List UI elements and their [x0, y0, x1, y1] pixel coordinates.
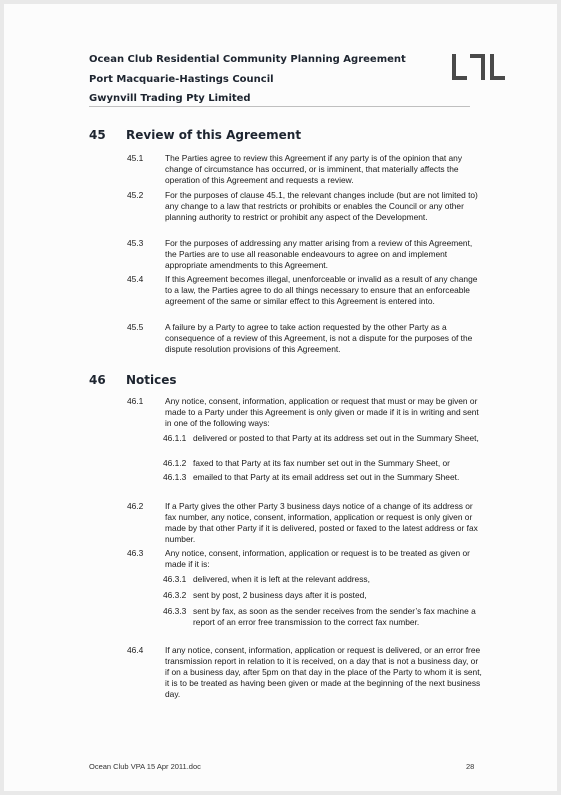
- clause-46-1-3: [163, 472, 483, 483]
- clause-text: Any notice, consent, information, application or request that must or may be given or made to a Party under this Agreement is only given or made if it is in writing and sent in one of the following ways:: [165, 396, 479, 429]
- clause-text: If any notice, consent, information, application or request is delivered, or an error free transmission report in relation to it is received, on a day that is not a business day, or if on a business day, after 5pm on that day in the place of the Party to whom it is sent, it is to be treated as having been given or made at the beginning of the next business day.: [165, 645, 482, 700]
- clause-text: emailed to that Party at its email address set out in the Summary Sheet.: [193, 472, 460, 482]
- clause-45-3: [127, 238, 483, 271]
- clause-46-3-3: [163, 606, 483, 628]
- clause-text: If this Agreement becomes illegal, unenforceable or invalid as a result of any change to a law, the Parties agree to do all things necessary to ensure that an enforceable agreement of the same or similar effect to this Agreement is entered into.: [165, 274, 478, 307]
- clause-text: faxed to that Party at its fax number set out in the Summary Sheet, or: [193, 458, 450, 468]
- clause-text: sent by post, 2 business days after it is posted,: [193, 590, 367, 600]
- section-title: Notices: [126, 373, 177, 387]
- header-council: Port Macquarie-Hastings Council: [89, 74, 274, 85]
- header-agreement-title: Ocean Club Residential Community Planning Agreement: [89, 54, 406, 65]
- header-company: Gwynvill Trading Pty Limited: [89, 93, 251, 104]
- footer-filename: Ocean Club VPA 15 Apr 2011.doc: [89, 762, 201, 771]
- section-number: 45: [89, 128, 106, 142]
- clause-text: If a Party gives the other Party 3 business days notice of a change of its address or fax number, any notice, consent, information, application or request is only given or made by that other Party if it is delivered, posted or faxed to the latest address or fax number.: [165, 501, 478, 545]
- header-divider: [89, 106, 470, 107]
- footer-page-number: 28: [466, 762, 475, 771]
- clause-number: 45.1: [127, 153, 144, 163]
- clause-46-1-1: [163, 433, 483, 444]
- clause-46-3: [127, 548, 483, 570]
- clause-number: 46.3.3: [163, 606, 187, 616]
- ltl-logo-icon: [452, 54, 507, 82]
- clause-number: 45.4: [127, 274, 144, 284]
- clause-number: 45.5: [127, 322, 144, 332]
- clause-45-2: [127, 190, 483, 223]
- clause-number: 46.2: [127, 501, 144, 511]
- clause-45-1: [127, 153, 483, 186]
- clause-text: For the purposes of addressing any matter arising from a review of this Agreement, the Parties are to use all reasonable endeavours to agree on and implement appropriate amendments to this Agreement.: [165, 238, 473, 271]
- clause-46-3-2: [163, 590, 483, 601]
- clause-number: 45.3: [127, 238, 144, 248]
- clause-text: sent by fax, as soon as the sender receives from the sender’s fax machine a report of an error free transmission to the correct fax number.: [193, 606, 476, 628]
- clause-number: 46.3: [127, 548, 144, 558]
- clause-text: A failure by a Party to agree to take action requested by the other Party as a consequence of a review of this Agreement, is not a dispute for the purposes of the dispute resolution provisions of this Agreement.: [165, 322, 473, 355]
- section-title: Review of this Agreement: [126, 128, 302, 142]
- clause-number: 46.1.3: [163, 472, 187, 482]
- clause-46-3-1: [163, 574, 483, 585]
- clause-number: 46.1: [127, 396, 144, 406]
- clause-46-1: [127, 396, 483, 429]
- clause-45-4: [127, 274, 483, 307]
- clause-number: 46.1.2: [163, 458, 187, 468]
- clause-number: 46.3.2: [163, 590, 187, 600]
- clause-46-2: [127, 501, 483, 545]
- clause-number: 45.2: [127, 190, 144, 200]
- clause-number: 46.4: [127, 645, 144, 655]
- clause-number: 46.3.1: [163, 574, 187, 584]
- clause-number: 46.1.1: [163, 433, 187, 443]
- section-number: 46: [89, 373, 106, 387]
- clause-text: delivered, when it is left at the relevant address,: [193, 574, 370, 584]
- clause-text: delivered or posted to that Party at its address set out in the Summary Sheet,: [193, 433, 479, 443]
- clause-46-1-2: [163, 458, 483, 469]
- clause-text: The Parties agree to review this Agreement if any party is of the opinion that any change of circumstance has occurred, or is imminent, that materially affects the operation of this Agreement and requests a review.: [165, 153, 463, 186]
- clause-text: Any notice, consent, information, application or request is to be treated as given or made if it is:: [165, 548, 470, 570]
- clause-45-5: [127, 322, 483, 355]
- clause-text: For the purposes of clause 45.1, the relevant changes include (but are not limited to) any change to a law that restricts or prohibits or enables the Council or any other planning authority to restrict or prohibit any aspect of the Development.: [165, 190, 478, 223]
- clause-46-4: [127, 645, 483, 700]
